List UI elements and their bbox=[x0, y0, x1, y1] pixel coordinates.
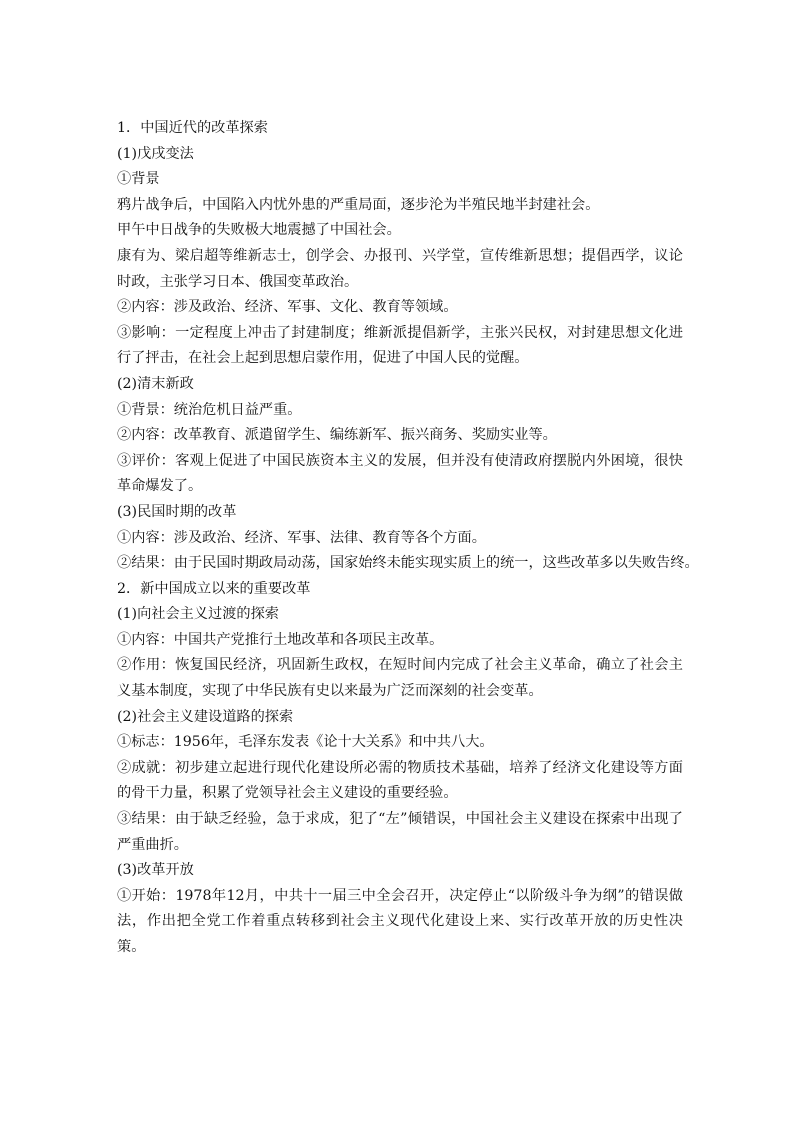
paragraph: ①内容：中国共产党推行土地改革和各项民主改革。 bbox=[117, 631, 444, 648]
paragraph: ①内容：涉及政治、经济、军事、法律、教育等各个方面。 bbox=[117, 529, 486, 546]
subsection-heading: (3)改革开放 bbox=[117, 862, 194, 879]
paragraph: ①开始：1978年12月，中共十一届三中全会召开，决定停止“以阶级斗争为纲”的错误做法，作出把全党工作着重点转移到社会主义现代化建设上来、实行改革开放的历史性决策。 bbox=[117, 887, 683, 955]
paragraph: 鸦片战争后，中国陷入内忧外患的严重局面，逐步沦为半殖民地半封建社会。 bbox=[117, 196, 600, 213]
paragraph: ①背景：统治危机日益严重。 bbox=[117, 401, 302, 418]
paragraph: 甲午中日战争的失败极大地震撼了中国社会。 bbox=[117, 222, 401, 239]
paragraph: ②结果：由于民国时期政局动荡，国家始终未能实现实质上的统一，这些改革多以失败告终。 bbox=[117, 555, 699, 572]
subsection-heading: (2)社会主义建设道路的探索 bbox=[117, 708, 294, 725]
document-body bbox=[117, 116, 699, 961]
paragraph: 康有为、梁启超等维新志士，创学会、办报刊、兴学堂，宣传维新思想；提倡西学，议论时政，主张学习日本、俄国变革政治。 bbox=[117, 247, 683, 290]
paragraph: ②内容：改革教育、派遣留学生、编练新军、振兴商务、奖励实业等。 bbox=[117, 427, 557, 444]
section-heading-2: 2．新中国成立以来的重要改革 bbox=[117, 580, 311, 597]
subsection-heading: (3)民国时期的改革 bbox=[117, 503, 237, 520]
paragraph: ③影响：一定程度上冲击了封建制度；维新派提倡新学，主张兴民权，对封建思想文化进行了抨击，在社会上起到思想启蒙作用，促进了中国人民的觉醒。 bbox=[117, 324, 683, 367]
subsection-heading: (2)清末新政 bbox=[117, 375, 194, 392]
paragraph: ③评价：客观上促进了中国民族资本主义的发展，但并没有使清政府摆脱内外困境，很快革命爆发了。 bbox=[117, 452, 683, 495]
subsection-heading: (1)向社会主义过渡的探索 bbox=[117, 606, 279, 623]
subsection-heading: (1)戊戌变法 bbox=[117, 145, 194, 162]
section-heading-1: 1．中国近代的改革探索 bbox=[117, 120, 268, 136]
item-heading: ①背景 bbox=[117, 171, 160, 188]
paragraph: ②成就：初步建立起进行现代化建设所必需的物质技术基础，培养了经济文化建设等方面的骨干力量，积累了党领导社会主义建设的重要经验。 bbox=[117, 759, 683, 802]
paragraph: ②内容：涉及政治、经济、军事、文化、教育等领域。 bbox=[117, 299, 458, 316]
paragraph: ③结果：由于缺乏经验，急于求成，犯了“左”倾错误，中国社会主义建设在探索中出现了严重曲折。 bbox=[117, 811, 683, 853]
paragraph: ②作用：恢复国民经济，巩固新生政权，在短时间内完成了社会主义革命，确立了社会主义基本制度，实现了中华民族有史以来最为广泛而深刻的社会变革。 bbox=[117, 657, 683, 700]
paragraph: ①标志：1956年，毛泽东发表《论十大关系》和中共八大。 bbox=[117, 734, 494, 751]
